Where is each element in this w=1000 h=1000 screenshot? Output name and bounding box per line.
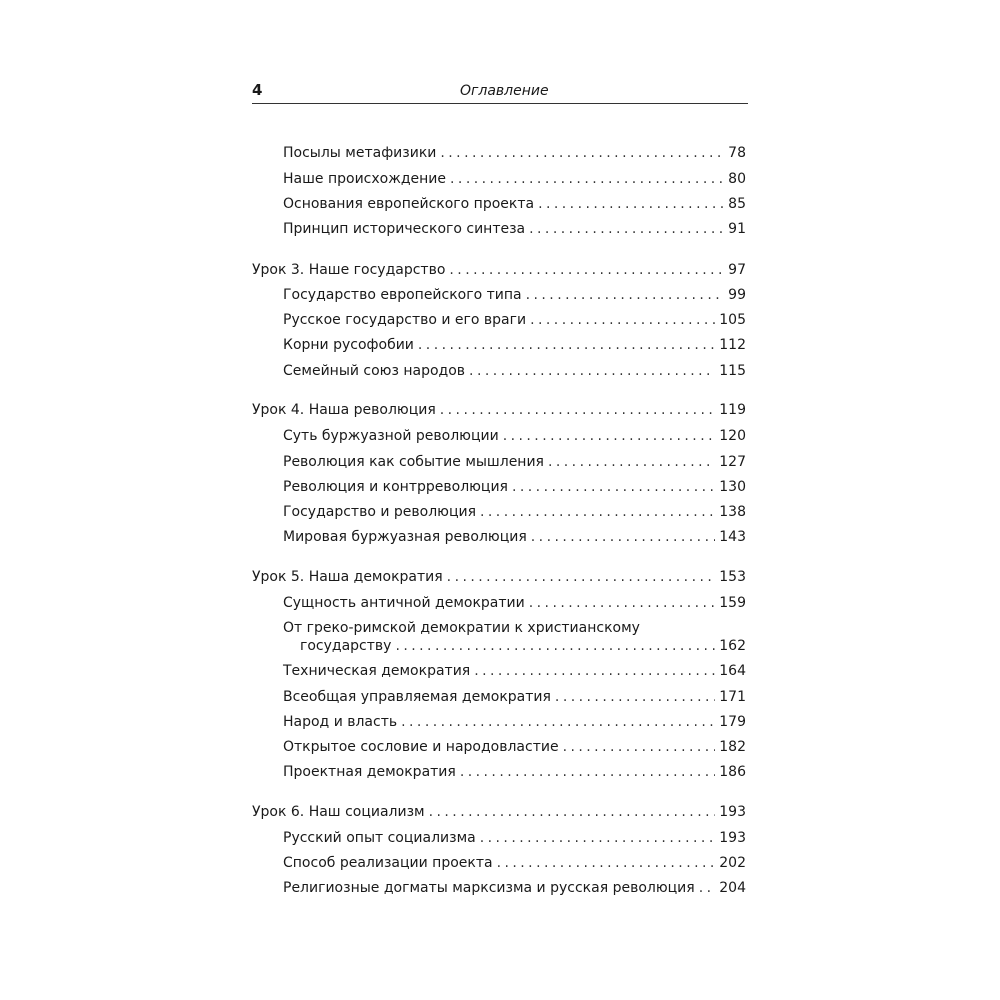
toc-entry-label: Наше происхождение — [283, 171, 447, 187]
toc-lesson-entry — [252, 567, 746, 587]
dot-leader — [418, 335, 715, 355]
dot-leader — [555, 687, 715, 707]
toc-entry-label: Всеобщая управляемая демократия — [283, 689, 551, 705]
toc-entry-label: Народ и власть — [283, 714, 398, 730]
toc-entry-page: 119 — [719, 402, 746, 418]
toc-entry — [300, 636, 746, 656]
toc-entry-label: Корни русофобии — [283, 337, 414, 353]
toc-entry — [283, 737, 746, 757]
toc-entry-label: Русское государство и его враги — [283, 312, 527, 328]
dot-leader — [440, 400, 716, 420]
toc-lesson-label: Урок 3. Наше государство — [252, 262, 446, 278]
toc-entry-page: 80 — [728, 171, 746, 187]
toc-entry-label: Семейный союз народов — [283, 363, 466, 379]
dot-leader — [480, 828, 716, 848]
dot-leader — [699, 878, 716, 898]
toc-lesson-entry — [252, 802, 746, 822]
dot-leader — [401, 712, 715, 732]
toc-entry-page: 115 — [719, 363, 746, 379]
toc-entry-page: 99 — [728, 287, 746, 303]
toc-entry-label: Техническая демократия — [283, 663, 471, 679]
toc-entry-label: Суть буржуазной революции — [283, 428, 499, 444]
toc-entry-label: Русский опыт социализма — [283, 830, 476, 846]
toc-entry-page: 138 — [719, 504, 746, 520]
toc-entry-label: Революция как событие мышления — [283, 454, 544, 470]
toc-entry — [283, 593, 746, 613]
toc-entry — [283, 661, 746, 681]
toc-entry-page: 105 — [719, 312, 746, 328]
toc-entry-label: Революция и контрреволюция — [283, 479, 508, 495]
toc-entry — [283, 335, 746, 355]
toc-entry-label: Проектная демократия — [283, 764, 456, 780]
toc-entry-page: 193 — [719, 830, 746, 846]
toc-entry-page: 159 — [719, 595, 746, 611]
toc-entry — [283, 853, 746, 873]
dot-leader — [529, 219, 724, 239]
toc-entry — [283, 310, 746, 330]
toc-entry — [283, 143, 746, 163]
toc-entry-label: Открытое сословие и народовластие — [283, 739, 559, 755]
dot-leader — [447, 567, 716, 587]
toc-entry-page: 162 — [719, 638, 746, 654]
toc-entry-page: 179 — [719, 714, 746, 730]
toc-entry-page: 91 — [728, 221, 746, 237]
toc-entry-page: 127 — [719, 454, 746, 470]
toc-entry — [283, 194, 746, 214]
dot-leader — [440, 143, 724, 163]
dot-leader — [449, 260, 724, 280]
toc-lesson-label: Урок 5. Наша демократия — [252, 569, 443, 585]
toc-entry-page: 186 — [719, 764, 746, 780]
running-title: Оглавление — [460, 83, 549, 99]
dot-leader — [469, 361, 715, 381]
toc-entry — [283, 687, 746, 707]
dot-leader — [531, 527, 716, 547]
page-number: 4 — [252, 81, 263, 99]
toc-entry — [283, 828, 746, 848]
toc-entry — [283, 452, 746, 472]
toc-entry-page: 130 — [719, 479, 746, 495]
toc-entry — [283, 285, 746, 305]
dot-leader — [548, 452, 715, 472]
dot-leader — [530, 310, 715, 330]
toc-entry — [283, 502, 746, 522]
toc-entry-label: Государство европейского типа — [283, 287, 522, 303]
toc-entry — [283, 169, 746, 189]
toc-entry-label: Способ реализации проекта — [283, 855, 493, 871]
toc-entry-page: 193 — [719, 804, 746, 820]
dot-leader — [395, 636, 715, 656]
dot-leader — [526, 285, 725, 305]
toc-entry-label: Принцип исторического синтеза — [283, 221, 526, 237]
toc-entry-page: 202 — [719, 855, 746, 871]
toc-entry-label: Государство и революция — [283, 504, 476, 520]
toc-entry — [283, 477, 746, 497]
toc-entry-page: 153 — [719, 569, 746, 585]
toc-entry — [283, 712, 746, 732]
toc-entry-page: 78 — [728, 145, 746, 161]
dot-leader — [474, 661, 715, 681]
toc-entry-page: 85 — [728, 196, 746, 212]
toc-entry — [283, 219, 746, 239]
toc-entry-label: государству — [300, 638, 392, 654]
toc-entry-page: 171 — [719, 689, 746, 705]
toc-entry-label: Мировая буржуазная революция — [283, 529, 527, 545]
toc-entry — [283, 527, 746, 547]
toc-entry-page: 164 — [719, 663, 746, 679]
toc-entry-page: 112 — [719, 337, 746, 353]
dot-leader — [450, 169, 724, 189]
toc-entry-label: Посылы метафизики — [283, 145, 437, 161]
dot-leader — [497, 853, 716, 873]
toc-entry-label-line1: От греко-римской демократии к христианскому — [283, 620, 640, 636]
toc-entry-page: 204 — [719, 880, 746, 896]
dot-leader — [529, 593, 716, 613]
toc-entry-label: Основания европейского проекта — [283, 196, 535, 212]
dot-leader — [429, 802, 716, 822]
toc-entry-page: 120 — [719, 428, 746, 444]
toc-entry-page: 182 — [719, 739, 746, 755]
toc-entry — [283, 762, 746, 782]
toc-entry-label: Сущность античной демократии — [283, 595, 525, 611]
toc-entry-page: 143 — [719, 529, 746, 545]
dot-leader — [480, 502, 715, 522]
toc-entry-label: Религиозные догматы марксизма и русская революция — [283, 880, 695, 896]
dot-leader — [512, 477, 715, 497]
toc-entry — [283, 878, 746, 898]
toc-entry — [283, 426, 746, 446]
toc-lesson-label: Урок 4. Наша революция — [252, 402, 436, 418]
dot-leader — [538, 194, 724, 214]
toc-entry-page: 97 — [728, 262, 746, 278]
toc-entry — [283, 361, 746, 381]
dot-leader — [563, 737, 716, 757]
dot-leader — [503, 426, 716, 446]
toc-lesson-entry — [252, 400, 746, 420]
dot-leader — [460, 762, 715, 782]
toc-lesson-label: Урок 6. Наш социализм — [252, 804, 425, 820]
toc-lesson-entry — [252, 260, 746, 280]
